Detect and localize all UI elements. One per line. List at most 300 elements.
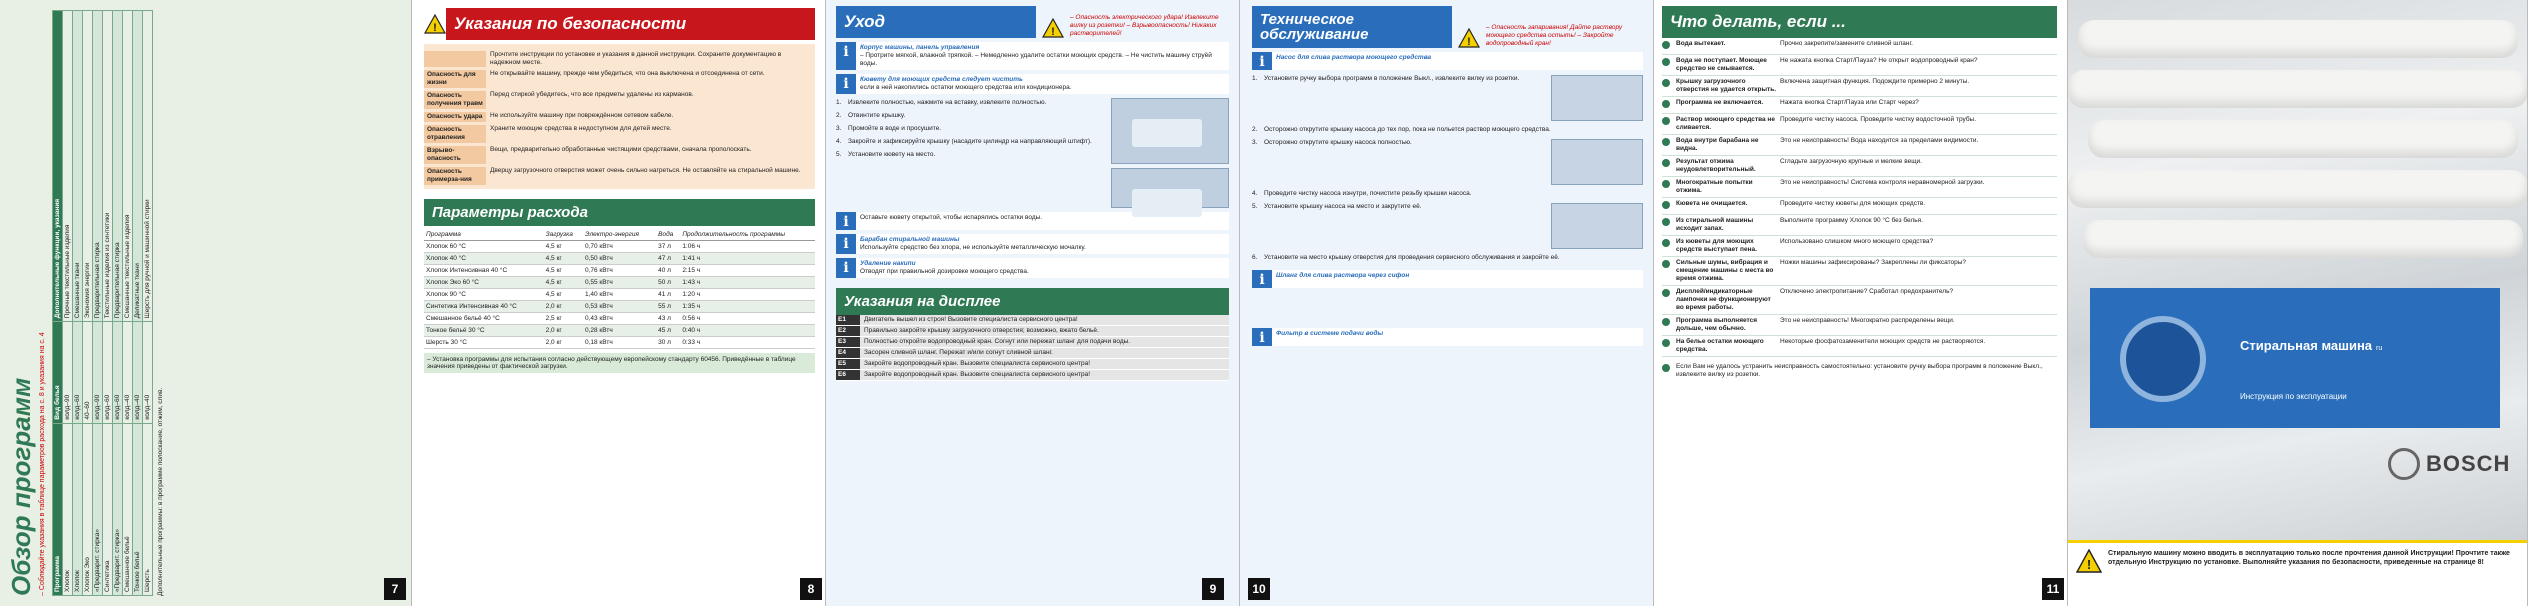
page-7-program-overview <box>0 0 412 606</box>
safety-text: Не открывайте машину, прежде чем убедиться, что она выключена и отсоединена от сети. <box>490 70 765 77</box>
bullet-icon <box>1662 79 1670 87</box>
table-cell: Деликатные ткани <box>133 11 143 322</box>
maintenance-title: Техническое обслуживание <box>1252 6 1452 48</box>
problem-text: Раствор моющего средства не сливается. <box>1676 116 1775 131</box>
problem-text: Вода вытекает. <box>1676 40 1726 47</box>
warning-icon <box>2076 549 2102 573</box>
table-cell: 0:33 ч <box>680 337 815 349</box>
step-text: Установите на место крышку отверстия для проведения сервисного обслуживания и закройте её. <box>1264 254 1560 261</box>
troubleshooting-row <box>1662 286 2057 315</box>
problem-text: Из стиральной машины исходит запах. <box>1676 217 1754 232</box>
care-warning: – Опасность электрического удара! Извлеките вилку из розетки! – Взрывоопасность! Никаких растворителей! <box>1070 14 1219 37</box>
table-cell: колд–90 <box>93 322 103 423</box>
troubleshooting-row <box>1662 315 2057 336</box>
bullet-icon <box>1662 218 1670 226</box>
troubleshooting-row <box>1662 336 2057 357</box>
safety-text: Перед стиркой убедитесь, что все предметы удалены из карманов. <box>490 91 694 98</box>
table-cell: 45 л <box>656 325 680 337</box>
consumption-table <box>424 229 815 349</box>
table-row <box>424 289 815 301</box>
bullet <box>1662 99 1676 111</box>
infobox-title: Кювету для моющих средств следует чистить <box>860 76 1023 83</box>
safety-item <box>424 146 811 164</box>
table-cell: 50 л <box>656 277 680 289</box>
info-icon: i <box>1252 52 1272 70</box>
table-row <box>424 277 815 289</box>
cover-title: Стиральная машина <box>2240 338 2373 353</box>
step-item <box>836 151 1105 159</box>
problem-text: Программа выполняется дольше, чем обычно. <box>1676 317 1758 332</box>
step-number: 4. <box>836 138 842 145</box>
table-row <box>123 11 133 596</box>
step-item <box>1252 203 1643 249</box>
bullet-icon <box>1662 339 1670 347</box>
solution-text: Прочно закрепите/замените сливной шланг. <box>1780 40 1913 47</box>
table-cell: 0,53 кВтч <box>583 301 656 313</box>
table-row <box>103 11 113 596</box>
step-number: 5. <box>836 151 842 158</box>
table-cell: 4,5 кг <box>544 277 583 289</box>
table-header: Программа <box>53 423 63 595</box>
table-cell: 4,5 кг <box>544 265 583 277</box>
safety-label: Опасность для жизни <box>424 70 486 88</box>
table-header: Программа <box>424 229 544 241</box>
table-cell: 0:40 ч <box>680 325 815 337</box>
problem-text: Многократные попытки отжима. <box>1676 179 1753 194</box>
infobox-text: Оставьте кювету открытой, чтобы испарялись остатки воды. <box>860 214 1043 221</box>
table-row <box>63 11 73 596</box>
solution-text: Сгладьте загрузочную крупные и мелкие вещи. <box>1780 158 1922 165</box>
bullet-icon <box>1662 318 1670 326</box>
bullet-icon <box>1662 100 1670 108</box>
page-number: 10 <box>1248 578 1270 600</box>
infobox-title: Шланг для слива раствора через сифон <box>1276 272 1410 279</box>
solution-text: Это не неисправность! Система контроля неравномерной загрузки. <box>1780 179 1985 186</box>
infobox-siphon <box>1252 270 1643 288</box>
table-cell: Смешанные текстильные изделия <box>123 11 133 322</box>
infobox-housing <box>836 42 1229 70</box>
table-cell: 4,5 кг <box>544 241 583 253</box>
step-number: 1. <box>1252 75 1258 82</box>
step-item <box>1252 254 1643 262</box>
table-cell: 47 л <box>656 253 680 265</box>
cap-illustration <box>1111 168 1229 208</box>
table-row <box>73 11 83 596</box>
step-text: Осторожно открутите крышку насоса полностью. <box>1264 139 1412 146</box>
bosch-logo-icon <box>2388 448 2420 480</box>
display-text: Правильно закройте крышку загрузочного отверстия; возможно, вжато бельё. <box>860 326 1229 336</box>
table-cell: Тонкое бельё <box>133 423 143 595</box>
info-icon: i <box>836 258 856 278</box>
care-title: Уход <box>836 6 1036 38</box>
bullet <box>1662 57 1676 73</box>
bullet <box>1662 200 1676 212</box>
page-number: 8 <box>800 578 822 600</box>
warning-icon <box>1042 18 1064 38</box>
svg-text:!: ! <box>1051 26 1055 38</box>
display-code-row <box>836 337 1229 348</box>
table-cell: 0,28 кВтч <box>583 325 656 337</box>
step-text: Осторожно открутите крышку насоса до тех пор, пока не польется раствор моющего средства. <box>1264 126 1551 133</box>
table-cell: Смешанные ткани <box>73 11 83 322</box>
step-item <box>1252 190 1643 198</box>
warning-icon <box>424 14 446 34</box>
solution-text: Отключено электропитание? Сработал предохранитель? <box>1780 288 1954 295</box>
solution-text: Нажата кнопка Старт/Пауза или Старт через? <box>1780 99 1919 106</box>
table-cell: колд–60 <box>113 322 123 423</box>
solution-text: Это не неисправность! Вода находится за пределами видимости. <box>1780 137 1979 144</box>
step-number: 6. <box>1252 254 1258 261</box>
table-cell: Хлопок 90 °C <box>424 289 544 301</box>
bullet-icon <box>1662 239 1670 247</box>
solution-text: Использовано слишком много моющего средства? <box>1780 238 1934 245</box>
troubleshooting-row <box>1662 97 2057 114</box>
safety-text: Не используйте машину при повреждённом сетевом кабеле. <box>490 112 674 119</box>
step-item <box>836 138 1105 146</box>
bullet <box>1662 317 1676 333</box>
infobox-text: Используйте средство без хлора, не используйте металлическую мочалку. <box>860 244 1086 251</box>
table-cell: 0,18 кВтч <box>583 337 656 349</box>
step-text: Установите крышку насоса на место и закрутите её. <box>1264 203 1422 210</box>
table-cell: 4,5 кг <box>544 289 583 301</box>
care-steps <box>836 94 1105 208</box>
table-cell: Хлопок <box>63 423 73 595</box>
solution-text: Включена защитная функция. Подождите примерно 2 минуты. <box>1780 78 1970 85</box>
table-header: Загрузка <box>544 229 583 241</box>
bullet-icon <box>1662 138 1670 146</box>
solution-text: Проведите чистку кюветы для моющих средств. <box>1780 200 1926 207</box>
troubleshooting-list <box>1662 38 2057 357</box>
table-row <box>93 11 103 596</box>
problem-text: Дисплей/индикаторные лампочки не функционируют во время работы. <box>1676 288 1771 311</box>
display-title: Указания на дисплее <box>836 288 1229 315</box>
display-code: E2 <box>836 326 860 336</box>
step-illustration <box>1551 203 1643 249</box>
safety-text: Прочтите инструкции по установке и указания в данной инструкции. Сохраните документацию в надежном месте. <box>490 51 782 66</box>
bullet-icon <box>1662 117 1670 125</box>
display-code: E5 <box>836 359 860 369</box>
infobox-title: Фильтр в системе подачи воды <box>1276 330 1384 337</box>
problem-text: Крышку загрузочного отверстия не удается открыть. <box>1676 78 1777 93</box>
table-cell: колд–40 <box>123 322 133 423</box>
table-cell: Хлопок Эко 60 °C <box>424 277 544 289</box>
table-row <box>424 301 815 313</box>
table-cell: колд–40 <box>133 322 143 423</box>
program-table <box>52 10 153 596</box>
info-icon: i <box>836 234 856 254</box>
table-cell: Смешанное бельё <box>123 423 133 595</box>
table-cell: 2,0 кг <box>544 325 583 337</box>
overview-note: Дополнительные программы: в программе полоскание, отжим, слив. <box>157 387 164 596</box>
table-cell: Шерсть для ручной и машинной стирки <box>143 11 153 322</box>
drum-icon <box>2120 316 2206 402</box>
safety-item <box>424 70 811 88</box>
safety-item <box>424 167 811 185</box>
infobox-drum <box>836 234 1229 254</box>
display-code-row <box>836 359 1229 370</box>
step-item <box>836 112 1105 120</box>
display-code: E6 <box>836 370 860 380</box>
safety-label <box>424 51 486 67</box>
infobox-text: если в ней накопились остатки моющего средства или кондиционера. <box>860 84 1072 91</box>
step-number: 3. <box>836 125 842 132</box>
step-text: Извлеките полностью, нажмите на вставку, извлеките полностью. <box>848 99 1047 106</box>
solution-text: Некоторые фосфатозаменители моющих средств не растворяются. <box>1780 338 1986 345</box>
troubleshooting-row <box>1662 236 2057 257</box>
table-cell: 2:15 ч <box>680 265 815 277</box>
bullet <box>1662 217 1676 233</box>
table-cell: Смешанное бельё 40 °C <box>424 313 544 325</box>
table-cell: Текстильные изделия из синтетики <box>103 11 113 322</box>
problem-text: На белье остатки моющего средства. <box>1676 338 1764 353</box>
info-icon: i <box>1252 328 1272 346</box>
step-text: Промойте в воде и просушите. <box>848 125 942 132</box>
troubleshooting-row <box>1662 215 2057 236</box>
safety-text: Храните моющие средства в недоступном для детей месте. <box>490 125 672 132</box>
info-icon: i <box>1252 270 1272 288</box>
table-cell: Хлопок 40 °C <box>424 253 544 265</box>
step-number: 2. <box>836 112 842 119</box>
table-row <box>424 241 815 253</box>
table-cell: Хлопок <box>73 423 83 595</box>
display-text: Полностью откройте водопроводный кран. Согнут или пережат шланг для подачи воды. <box>860 337 1229 347</box>
table-cell: Шерсть <box>143 423 153 595</box>
info-icon: i <box>836 212 856 230</box>
step-item <box>1252 126 1643 134</box>
table-cell: «Предварит. стирка» <box>93 423 103 595</box>
page-10-maintenance <box>1240 0 1654 606</box>
step-illustration <box>1551 139 1643 185</box>
table-cell: колд–60 <box>73 322 83 423</box>
cover-footer-text: Стиральную машину можно вводить в эксплуатацию только после прочтения данной Инструкции! Прочтите также отдельную Инструкцию по установке. Выполняйте указания по безопасности, приведенные на странице 8! <box>2108 550 2510 566</box>
problem-text: Результат отжима неудовлетворительный. <box>1676 158 1756 173</box>
table-row <box>424 313 815 325</box>
table-header: Продолжительность программы <box>680 229 815 241</box>
display-code-row <box>836 326 1229 337</box>
table-header: Дополнительные функции, указания <box>53 11 63 322</box>
bullet-icon <box>1662 364 1670 372</box>
maintenance-steps <box>1252 75 1643 262</box>
infobox-drawer <box>836 74 1229 94</box>
info-icon: i <box>836 42 856 70</box>
table-cell: 0,70 кВтч <box>583 241 656 253</box>
problem-text: Программа не включается. <box>1676 99 1764 106</box>
display-code: E3 <box>836 337 860 347</box>
infobox-text: Отводят при правильной дозировке моющего средства. <box>860 268 1029 275</box>
table-cell: 1:20 ч <box>680 289 815 301</box>
table-cell: 2,0 кг <box>544 301 583 313</box>
table-row <box>424 265 815 277</box>
safety-text: Вещи, предварительно обработанные чистящими средствами, сначала прополоскать. <box>490 146 752 153</box>
consumption-title: Параметры расхода <box>424 199 815 226</box>
safety-label: Опасность удара <box>424 112 486 122</box>
step-text: Установите ручку выбора программ в положение Выкл., извлеките вилку из розетки. <box>1264 75 1520 82</box>
display-text: Двигатель вышел из строя! Вызовите специалиста сервисного центра! <box>860 315 1229 325</box>
final-note: Если Вам не удалось устранить неисправность самостоятельно: установите ручку выбора программ в положение Выкл., извлеките вилку из розетки. <box>1676 363 2043 378</box>
table-cell: 1:43 ч <box>680 277 815 289</box>
table-cell: 2,0 кг <box>544 337 583 349</box>
table-cell: Хлопок Интенсивная 40 °C <box>424 265 544 277</box>
page-number: 7 <box>384 578 406 600</box>
page-number: 11 <box>2042 578 2064 600</box>
display-codes <box>836 315 1229 381</box>
step-text: Проведите чистку насоса изнутри, почистите резьбу крышки насоса. <box>1264 190 1472 197</box>
problem-text: Сильные шумы, вибрация и смещение машины с места во время отжима. <box>1676 259 1774 282</box>
infobox-text: – Протрите мягкой, влажной тряпкой. – Немедленно удалите остатки моющих средств. – Не чистить машину струёй воды. <box>860 52 1212 67</box>
safety-title: Указания по безопасности <box>446 8 815 40</box>
step-number: 2. <box>1252 126 1258 133</box>
table-cell: 1,40 кВтч <box>583 289 656 301</box>
safety-item <box>424 125 811 143</box>
step-number: 5. <box>1252 203 1258 210</box>
cover-page <box>2068 0 2528 606</box>
bullet-icon <box>1662 180 1670 188</box>
overview-subtitle: – Соблюдайте указания в таблице параметров расхода на с. 8 и указания на с. 4 <box>39 332 46 596</box>
problem-text: Вода внутри барабана не видна. <box>1676 137 1759 152</box>
bullet <box>1662 238 1676 254</box>
step-text: Установите кювету на место. <box>848 151 936 158</box>
troubleshooting-row <box>1662 198 2057 215</box>
infobox-title: Корпус машины, панель управления <box>860 44 980 51</box>
display-code-row <box>836 348 1229 359</box>
cover-title-box <box>2090 288 2500 428</box>
safety-item <box>424 51 811 67</box>
page-number: 9 <box>1202 578 1224 600</box>
solution-text: Выполните программу Хлопок 90 °C без белья. <box>1780 217 1923 224</box>
cover-footer <box>2068 540 2528 606</box>
table-cell: 40–60 <box>83 322 93 423</box>
table-row <box>424 325 815 337</box>
bullet-icon <box>1662 41 1670 49</box>
safety-label: Взрыво-опасность <box>424 146 486 164</box>
bullet <box>1662 179 1676 195</box>
troubleshooting-row <box>1662 156 2057 177</box>
bullet-icon <box>1662 201 1670 209</box>
troubleshooting-row <box>1662 135 2057 156</box>
maintenance-warning: – Опасность запаривания! Дайте раствору моющего средства остыть! – Закройте водопроводный кран! <box>1486 24 1623 47</box>
bullet-icon <box>1662 260 1670 268</box>
safety-label: Опасность получения травм <box>424 91 486 109</box>
step-text: Закройте и зафиксируйте крышку (насадите цилиндр на направляющий штифт). <box>848 138 1092 145</box>
table-cell: колд–40 <box>143 322 153 423</box>
table-cell: Экономия энергии <box>83 11 93 322</box>
bullet <box>1662 259 1676 283</box>
infobox-title: Насос для слива раствора моющего средства <box>1276 54 1432 61</box>
display-code: E4 <box>836 348 860 358</box>
bullet <box>1662 158 1676 174</box>
page-8-safety <box>412 0 826 606</box>
svg-text:!: ! <box>433 22 437 34</box>
safety-label: Опасность примерза-ния <box>424 167 486 185</box>
problem-text: Вода не поступает. Моющее средство не смывается. <box>1676 57 1767 72</box>
safety-item <box>424 91 811 109</box>
consumption-notes: – Установка программы для испытания согласно действующему европейскому стандарту 60456. Приведённые в таблице значения приведены от фактической загрузки. <box>424 353 815 373</box>
drawer-illustration <box>1111 98 1229 164</box>
step-number: 1. <box>836 99 842 106</box>
table-cell: 1:35 ч <box>680 301 815 313</box>
troubleshooting-row <box>1662 257 2057 286</box>
step-number: 4. <box>1252 190 1258 197</box>
infobox-filter <box>1252 328 1643 346</box>
bullet <box>1662 137 1676 153</box>
table-cell: 1:06 ч <box>680 241 815 253</box>
table-row <box>83 11 93 596</box>
table-cell: Предварительная стирка <box>113 11 123 322</box>
step-item <box>836 125 1105 133</box>
table-cell: Предварительная стирка <box>93 11 103 322</box>
table-row <box>133 11 143 596</box>
safety-item <box>424 112 811 122</box>
bullet <box>1662 288 1676 312</box>
bullet <box>1662 40 1676 52</box>
solution-text: Ножки машины зафиксированы? Закреплены ли фиксаторы? <box>1780 259 1967 266</box>
table-cell: колд–60 <box>103 322 113 423</box>
table-cell: 41 л <box>656 289 680 301</box>
table-cell: 30 л <box>656 337 680 349</box>
step-item <box>1252 139 1643 185</box>
bullet <box>1662 78 1676 94</box>
display-code-row <box>836 370 1229 381</box>
table-cell: 4,5 кг <box>544 253 583 265</box>
infobox-descale <box>836 258 1229 278</box>
table-header: Вода <box>656 229 680 241</box>
page-9-care <box>826 0 1240 606</box>
table-row <box>143 11 153 596</box>
table-row <box>113 11 123 596</box>
infobox-title: Удаление накипи <box>860 260 916 267</box>
table-cell: Шерсть 30 °C <box>424 337 544 349</box>
table-cell: 37 л <box>656 241 680 253</box>
table-cell: Хлопок 60 °C <box>424 241 544 253</box>
troubleshooting-row <box>1662 76 2057 97</box>
display-code: E1 <box>836 315 860 325</box>
troubleshooting-row <box>1662 177 2057 198</box>
table-cell: «Предварит. стирка» <box>113 423 123 595</box>
display-code-row <box>836 315 1229 326</box>
step-text: Отвинтите крышку. <box>848 112 906 119</box>
step-item <box>1252 75 1643 121</box>
troubleshooting-title: Что делать, если ... <box>1662 6 2057 38</box>
safety-list <box>424 44 815 189</box>
table-cell: 40 л <box>656 265 680 277</box>
solution-text: Проведите чистку насоса. Проведите чистку водосточной трубы. <box>1780 116 1977 123</box>
table-cell: 0,50 кВтч <box>583 253 656 265</box>
display-text: Закройте водопроводный кран. Вызовите специалиста сервисного центра! <box>860 370 1229 380</box>
overview-title: Обзор программ <box>6 377 36 596</box>
troubleshooting-row <box>1662 114 2057 135</box>
svg-text:!: ! <box>2086 557 2092 572</box>
bullet <box>1662 338 1676 354</box>
table-cell: Хлопок Эко <box>83 423 93 595</box>
bullet-icon <box>1662 58 1670 66</box>
bullet-icon <box>1662 289 1670 297</box>
table-cell: Тонкое бельё 30 °C <box>424 325 544 337</box>
table-cell: Синтетика <box>103 423 113 595</box>
troubleshooting-row <box>1662 55 2057 76</box>
step-number: 3. <box>1252 139 1258 146</box>
svg-text:!: ! <box>1467 36 1471 48</box>
table-cell: Синтетика Интенсивная 40 °C <box>424 301 544 313</box>
infobox-pump <box>1252 52 1643 70</box>
problem-text: Из кюветы для моющих средств выступает пена. <box>1676 238 1757 253</box>
display-text: Засорен сливной шланг. Пережат и/или согнут сливной шланг. <box>860 348 1229 358</box>
safety-label: Опасность отравления <box>424 125 486 143</box>
info-icon: i <box>836 74 856 94</box>
warning-icon <box>1458 28 1480 48</box>
table-cell: 0:56 ч <box>680 313 815 325</box>
troubleshooting-row <box>1662 38 2057 55</box>
table-cell: Прочные текстильные изделия <box>63 11 73 322</box>
